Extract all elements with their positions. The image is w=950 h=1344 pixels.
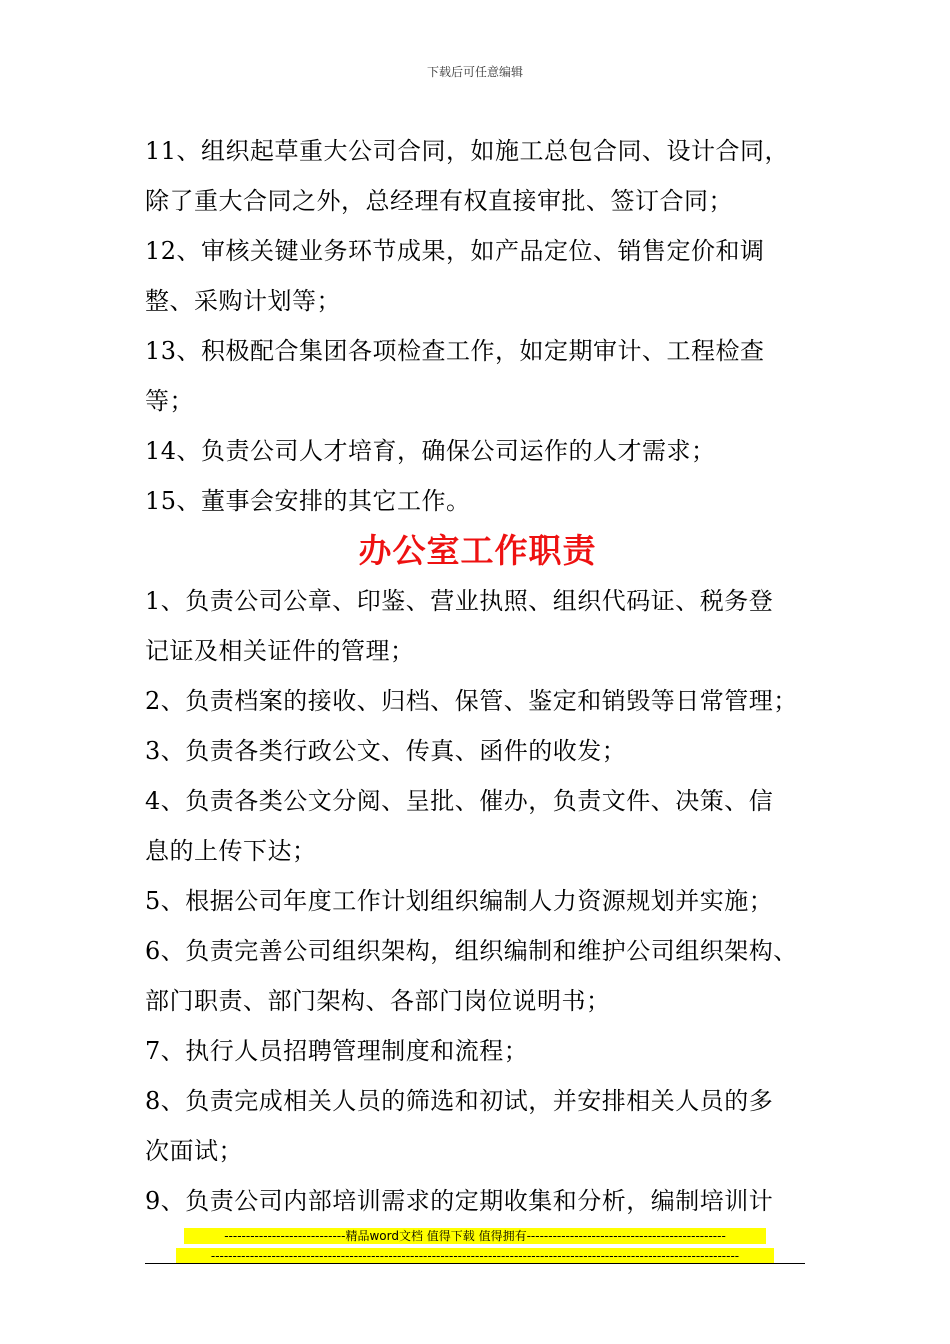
- header-text: 下载后可任意编辑: [426, 65, 523, 79]
- text-line: 记证及相关证件的管理；: [145, 637, 415, 665]
- text-line: 2、负责档案的接收、归档、保管、鉴定和销毁等日常管理；: [145, 687, 798, 715]
- text-line: 14、负责公司人才培育，确保公司运作的人才需求；: [145, 437, 716, 465]
- text-line: 等；: [145, 387, 194, 415]
- footer-line-2: --------------------------------------------------------------------------------------------------------------------------: [176, 1248, 774, 1264]
- text-line: 12、审核关键业务环节成果，如产品定位、销售定价和调: [145, 237, 765, 265]
- footer-banner: [0, 1228, 950, 1268]
- text-line: 1、负责公司公章、印鉴、营业执照、组织代码证、税务登: [145, 587, 774, 615]
- text-line: 息的上传下达；: [145, 837, 317, 865]
- text-line: 15、董事会安排的其它工作。: [145, 487, 471, 515]
- text-line: 9、负责公司内部培训需求的定期收集和分析，编制培训计: [145, 1187, 774, 1215]
- document-body: [145, 126, 810, 1226]
- footer-line-1: ----------------------------精品word文档 值得下载 值得拥有----------------------------------------------: [184, 1228, 766, 1244]
- text-line: 除了重大合同之外，总经理有权直接审批、签订合同；: [145, 187, 733, 215]
- text-line: 4、负责各类公文分阅、呈批、催办，负责文件、决策、信: [145, 787, 774, 815]
- text-line: 次面试；: [145, 1137, 243, 1165]
- section-title: 办公室工作职责: [358, 531, 597, 570]
- footer-rule: [145, 1263, 805, 1264]
- text-line: 11、组织起草重大公司合同，如施工总包合同、设计合同，: [145, 137, 790, 165]
- page-header: [0, 64, 950, 80]
- text-line: 整、采购计划等；: [145, 287, 341, 315]
- text-line: 13、积极配合集团各项检查工作，如定期审计、工程检查: [145, 337, 765, 365]
- text-line: 部门职责、部门架构、各部门岗位说明书；: [145, 987, 611, 1015]
- text-line: 3、负责各类行政公文、传真、函件的收发；: [145, 737, 627, 765]
- text-line: 7、执行人员招聘管理制度和流程；: [145, 1037, 529, 1065]
- text-line: 6、负责完善公司组织架构，组织编制和维护公司组织架构、: [145, 937, 798, 965]
- text-line: 5、根据公司年度工作计划组织编制人力资源规划并实施；: [145, 887, 774, 915]
- text-line: 8、负责完成相关人员的筛选和初试，并安排相关人员的多: [145, 1087, 774, 1115]
